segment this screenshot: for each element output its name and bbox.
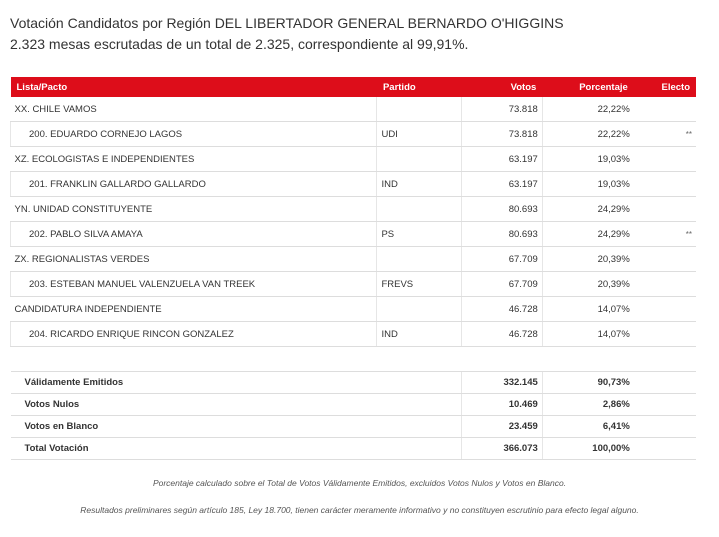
row-votes: 63.197 (462, 172, 542, 197)
column-header-votos: Votos (462, 77, 542, 97)
row-elected: ** (634, 222, 696, 247)
summary-row-total (11, 438, 697, 460)
row-elected (634, 322, 696, 347)
row-votes: 46.728 (462, 322, 542, 347)
table-header-row (11, 77, 697, 97)
summary-percent: 2,86% (542, 394, 634, 416)
legal-footnote: Resultados preliminares según artículo 185, Ley 18.700, tienen carácter meramente informativo y no constituyen escrutinio para efecto legal alguno. (80, 505, 639, 515)
summary-percent: 100,00% (542, 438, 634, 460)
row-name: 201. FRANKLIN GALLARDO GALLARDO (11, 172, 377, 197)
table-row-candidate (11, 222, 697, 247)
page-subtitle: 2.323 mesas escrutadas de un total de 2.325, correspondiente al 99,91%. (10, 36, 469, 52)
row-elected (634, 247, 696, 272)
summary-label: Válidamente Emitidos (11, 372, 377, 394)
column-header-electo: Electo (634, 77, 696, 97)
row-elected (634, 147, 696, 172)
row-elected: ** (634, 122, 696, 147)
row-percent: 24,29% (542, 197, 634, 222)
summary-label: Votos Nulos (11, 394, 377, 416)
row-percent: 20,39% (542, 272, 634, 297)
row-name: XZ. ECOLOGISTAS E INDEPENDIENTES (11, 147, 377, 172)
row-votes: 73.818 (462, 122, 542, 147)
summary-votes: 23.459 (462, 416, 542, 438)
row-name: XX. CHILE VAMOS (11, 97, 377, 122)
row-votes: 80.693 (462, 197, 542, 222)
row-party (377, 147, 462, 172)
row-votes: 67.709 (462, 247, 542, 272)
table-spacer-row (11, 347, 697, 372)
row-percent: 24,29% (542, 222, 634, 247)
summary-percent: 6,41% (542, 416, 634, 438)
row-party (377, 247, 462, 272)
row-percent: 22,22% (542, 122, 634, 147)
row-name: ZX. REGIONALISTAS VERDES (11, 247, 377, 272)
row-percent: 19,03% (542, 172, 634, 197)
column-header-partido: Partido (377, 77, 462, 97)
row-percent: 19,03% (542, 147, 634, 172)
page-title: Votación Candidatos por Región DEL LIBERTADOR GENERAL BERNARDO O'HIGGINS (10, 15, 564, 31)
summary-votes: 332.145 (462, 372, 542, 394)
row-party: UDI (377, 122, 462, 147)
row-party (377, 297, 462, 322)
column-header-lista: Lista/Pacto (11, 77, 377, 97)
row-name: 203. ESTEBAN MANUEL VALENZUELA VAN TREEK (11, 272, 377, 297)
row-elected (634, 172, 696, 197)
summary-label: Total Votación (11, 438, 377, 460)
table-row-pacto (11, 297, 697, 322)
row-votes: 63.197 (462, 147, 542, 172)
table-row-candidate (11, 272, 697, 297)
row-party: PS (377, 222, 462, 247)
column-header-porcentaje: Porcentaje (542, 77, 634, 97)
summary-row-nulos (11, 394, 697, 416)
row-elected (634, 197, 696, 222)
row-name: 204. RICARDO ENRIQUE RINCON GONZALEZ (11, 322, 377, 347)
row-percent: 14,07% (542, 322, 634, 347)
row-votes: 67.709 (462, 272, 542, 297)
table-row-pacto (11, 97, 697, 122)
row-party: FREVS (377, 272, 462, 297)
summary-percent: 90,73% (542, 372, 634, 394)
row-percent: 22,22% (542, 97, 634, 122)
table-row-pacto (11, 197, 697, 222)
table-row-candidate (11, 172, 697, 197)
row-name: 202. PABLO SILVA AMAYA (11, 222, 377, 247)
row-percent: 20,39% (542, 247, 634, 272)
summary-votes: 10.469 (462, 394, 542, 416)
results-table (10, 77, 696, 460)
table-row-candidate (11, 122, 697, 147)
row-elected (634, 272, 696, 297)
row-name: 200. EDUARDO CORNEJO LAGOS (11, 122, 377, 147)
row-votes: 73.818 (462, 97, 542, 122)
row-party: IND (377, 322, 462, 347)
row-name: CANDIDATURA INDEPENDIENTE (11, 297, 377, 322)
row-party: IND (377, 172, 462, 197)
row-name: YN. UNIDAD CONSTITUYENTE (11, 197, 377, 222)
row-votes: 80.693 (462, 222, 542, 247)
table-row-pacto (11, 247, 697, 272)
row-votes: 46.728 (462, 297, 542, 322)
row-elected (634, 297, 696, 322)
row-party (377, 97, 462, 122)
row-party (377, 197, 462, 222)
row-percent: 14,07% (542, 297, 634, 322)
table-row-candidate (11, 322, 697, 347)
summary-row-blanco (11, 416, 697, 438)
table-row-pacto (11, 147, 697, 172)
summary-row-validos (11, 372, 697, 394)
row-elected (634, 97, 696, 122)
summary-votes: 366.073 (462, 438, 542, 460)
summary-label: Votos en Blanco (11, 416, 377, 438)
percent-footnote: Porcentaje calculado sobre el Total de Votos Válidamente Emitidos, excluidos Votos Nulos y Votos en Blanco. (152, 478, 567, 488)
